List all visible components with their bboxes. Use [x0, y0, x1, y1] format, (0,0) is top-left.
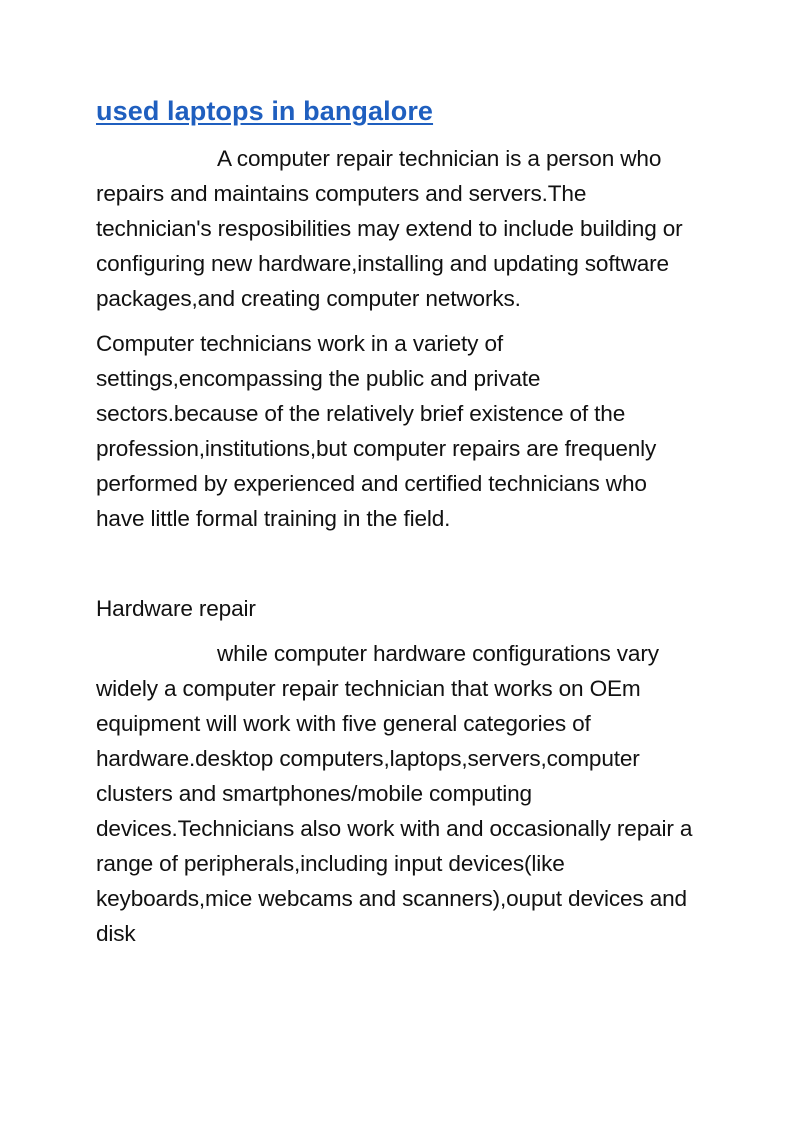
document-page: [96, 96, 696, 951]
intro-paragraph: A computer repair technician is a person who repairs and maintains computers and servers.The technician's resposibilities may extend to include building or configuring new hardware,installing and updating software packages,and creating computer networks.: [96, 146, 683, 311]
section-heading: Hardware repair: [96, 596, 256, 621]
section-paragraph: while computer hardware configurations vary widely a computer repair technician that works on OEm equipment will work with five general categories of hardware.desktop computers,laptops,servers,computer clusters and smartphones/mobile computing devices.Technicians also work with and occasionally repair a range of peripherals,including input devices(like keyboards,mice webcams and scanners),ouput devices and disk: [96, 641, 693, 946]
title-link[interactable]: used laptops in bangalore: [96, 96, 434, 126]
body-paragraph: Computer technicians work in a variety of settings,encompassing the public and private sectors.because of the relatively brief existence of the profession,institutions,but computer repairs are frequenly performed by experienced and certified technicians who have little formal training in the field.: [96, 331, 657, 531]
